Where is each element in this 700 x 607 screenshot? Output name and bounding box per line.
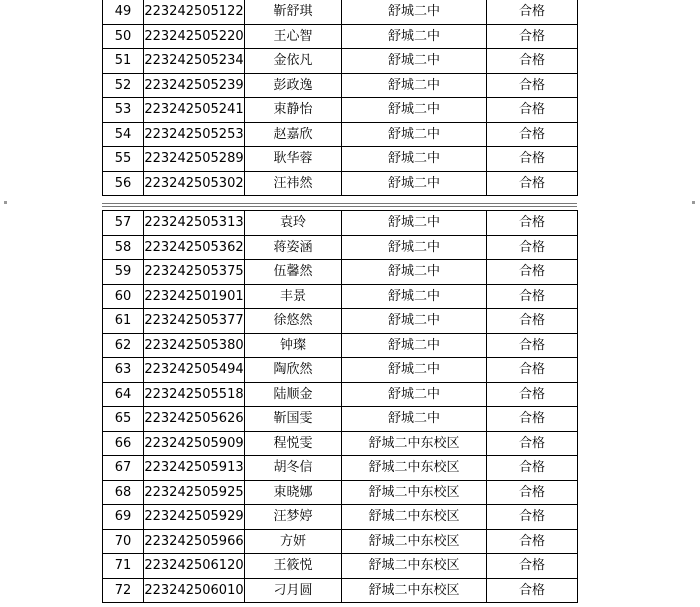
result-cell: 合格	[487, 505, 578, 530]
table-row	[103, 98, 578, 123]
result-cell: 合格	[487, 171, 578, 196]
student-name-cell: 耿华蓉	[245, 147, 342, 172]
result-cell: 合格	[487, 431, 578, 456]
school-name-cell: 舒城二中	[342, 73, 487, 98]
school-name-cell: 舒城二中	[342, 407, 487, 432]
student-name-cell: 汪梦婷	[245, 505, 342, 530]
candidate-id-cell: 223242505362	[144, 235, 245, 260]
result-cell: 合格	[487, 235, 578, 260]
table-row	[103, 171, 578, 196]
result-cell: 合格	[487, 24, 578, 49]
result-cell: 合格	[487, 73, 578, 98]
table-row	[103, 122, 578, 147]
row-number-cell: 56	[103, 171, 144, 196]
candidate-id-cell: 223242501901	[144, 284, 245, 309]
row-number-cell: 49	[103, 0, 144, 24]
table-row	[103, 554, 578, 579]
school-name-cell: 舒城二中	[342, 284, 487, 309]
student-name-cell: 靳舒琪	[245, 0, 342, 24]
result-cell: 合格	[487, 0, 578, 24]
candidate-id-cell: 223242505913	[144, 456, 245, 481]
candidate-id-cell: 223242505239	[144, 73, 245, 98]
row-number-cell: 61	[103, 309, 144, 334]
results-table-top	[102, 0, 578, 196]
table-row	[103, 73, 578, 98]
student-name-cell: 金依凡	[245, 49, 342, 74]
school-name-cell: 舒城二中	[342, 171, 487, 196]
student-name-cell: 赵嘉欣	[245, 122, 342, 147]
school-name-cell: 舒城二中	[342, 122, 487, 147]
page-margin-marker	[4, 201, 7, 204]
candidate-id-cell: 223242505966	[144, 529, 245, 554]
table-row	[103, 578, 578, 603]
student-name-cell: 伍馨然	[245, 260, 342, 285]
school-name-cell: 舒城二中	[342, 309, 487, 334]
candidate-id-cell: 223242505375	[144, 260, 245, 285]
row-number-cell: 55	[103, 147, 144, 172]
school-name-cell: 舒城二中	[342, 382, 487, 407]
row-number-cell: 60	[103, 284, 144, 309]
student-name-cell: 袁玲	[245, 211, 342, 236]
school-name-cell: 舒城二中	[342, 147, 487, 172]
row-number-cell: 68	[103, 480, 144, 505]
candidate-id-cell: 223242505122	[144, 0, 245, 24]
table-row	[103, 358, 578, 383]
school-name-cell: 舒城二中东校区	[342, 554, 487, 579]
candidate-id-cell: 223242505380	[144, 333, 245, 358]
school-name-cell: 舒城二中东校区	[342, 505, 487, 530]
school-name-cell: 舒城二中	[342, 0, 487, 24]
student-name-cell: 彭政逸	[245, 73, 342, 98]
candidate-id-cell: 223242505313	[144, 211, 245, 236]
row-number-cell: 53	[103, 98, 144, 123]
candidate-id-cell: 223242506010	[144, 578, 245, 603]
school-name-cell: 舒城二中东校区	[342, 456, 487, 481]
school-name-cell: 舒城二中	[342, 98, 487, 123]
candidate-id-cell: 223242505909	[144, 431, 245, 456]
table-row	[103, 284, 578, 309]
table-row	[103, 382, 578, 407]
row-number-cell: 57	[103, 211, 144, 236]
row-number-cell: 67	[103, 456, 144, 481]
candidate-id-cell: 223242505289	[144, 147, 245, 172]
candidate-id-cell: 223242505626	[144, 407, 245, 432]
result-cell: 合格	[487, 554, 578, 579]
school-name-cell: 舒城二中	[342, 260, 487, 285]
table-row	[103, 407, 578, 432]
school-name-cell: 舒城二中	[342, 49, 487, 74]
table-section-bottom	[102, 210, 577, 603]
result-cell: 合格	[487, 309, 578, 334]
table-row	[103, 211, 578, 236]
table-row	[103, 431, 578, 456]
result-cell: 合格	[487, 122, 578, 147]
table-section-top	[102, 0, 577, 196]
row-number-cell: 69	[103, 505, 144, 530]
page-margin-marker	[692, 201, 695, 204]
page-break-line	[102, 206, 577, 207]
table-row	[103, 456, 578, 481]
result-cell: 合格	[487, 480, 578, 505]
student-name-cell: 钟璨	[245, 333, 342, 358]
result-cell: 合格	[487, 147, 578, 172]
page-break-line	[102, 203, 577, 204]
school-name-cell: 舒城二中东校区	[342, 480, 487, 505]
student-name-cell: 陶欣然	[245, 358, 342, 383]
result-cell: 合格	[487, 529, 578, 554]
school-name-cell: 舒城二中	[342, 24, 487, 49]
candidate-id-cell: 223242505518	[144, 382, 245, 407]
student-name-cell: 蒋姿涵	[245, 235, 342, 260]
student-name-cell: 陆顺金	[245, 382, 342, 407]
row-number-cell: 59	[103, 260, 144, 285]
candidate-id-cell: 223242505220	[144, 24, 245, 49]
student-name-cell: 汪祎然	[245, 171, 342, 196]
school-name-cell: 舒城二中	[342, 211, 487, 236]
table-row	[103, 333, 578, 358]
row-number-cell: 71	[103, 554, 144, 579]
student-name-cell: 王心智	[245, 24, 342, 49]
table-row	[103, 529, 578, 554]
result-cell: 合格	[487, 260, 578, 285]
table-row	[103, 24, 578, 49]
candidate-id-cell: 223242505234	[144, 49, 245, 74]
row-number-cell: 50	[103, 24, 144, 49]
student-name-cell: 程悦雯	[245, 431, 342, 456]
candidate-id-cell: 223242505241	[144, 98, 245, 123]
candidate-id-cell: 223242505929	[144, 505, 245, 530]
row-number-cell: 66	[103, 431, 144, 456]
student-name-cell: 束静怡	[245, 98, 342, 123]
row-number-cell: 64	[103, 382, 144, 407]
student-name-cell: 徐悠然	[245, 309, 342, 334]
result-cell: 合格	[487, 49, 578, 74]
row-number-cell: 54	[103, 122, 144, 147]
candidate-id-cell: 223242505302	[144, 171, 245, 196]
result-cell: 合格	[487, 284, 578, 309]
student-name-cell: 王筱悦	[245, 554, 342, 579]
results-table-bottom	[102, 210, 578, 603]
table-row	[103, 260, 578, 285]
student-name-cell: 靳国雯	[245, 407, 342, 432]
row-number-cell: 72	[103, 578, 144, 603]
candidate-id-cell: 223242505925	[144, 480, 245, 505]
school-name-cell: 舒城二中	[342, 358, 487, 383]
table-row	[103, 49, 578, 74]
school-name-cell: 舒城二中	[342, 235, 487, 260]
school-name-cell: 舒城二中东校区	[342, 431, 487, 456]
table-row	[103, 147, 578, 172]
result-cell: 合格	[487, 407, 578, 432]
table-row	[103, 505, 578, 530]
candidate-id-cell: 223242506120	[144, 554, 245, 579]
school-name-cell: 舒城二中东校区	[342, 529, 487, 554]
school-name-cell: 舒城二中	[342, 333, 487, 358]
result-cell: 合格	[487, 333, 578, 358]
row-number-cell: 52	[103, 73, 144, 98]
candidate-id-cell: 223242505377	[144, 309, 245, 334]
student-name-cell: 丰景	[245, 284, 342, 309]
row-number-cell: 63	[103, 358, 144, 383]
row-number-cell: 65	[103, 407, 144, 432]
row-number-cell: 70	[103, 529, 144, 554]
table-row	[103, 235, 578, 260]
student-name-cell: 束晓娜	[245, 480, 342, 505]
result-cell: 合格	[487, 98, 578, 123]
table-row	[103, 480, 578, 505]
page-break-separator	[102, 201, 577, 208]
table-row	[103, 309, 578, 334]
student-name-cell: 胡冬信	[245, 456, 342, 481]
row-number-cell: 62	[103, 333, 144, 358]
candidate-id-cell: 223242505494	[144, 358, 245, 383]
result-cell: 合格	[487, 382, 578, 407]
row-number-cell: 58	[103, 235, 144, 260]
result-cell: 合格	[487, 456, 578, 481]
candidate-id-cell: 223242505253	[144, 122, 245, 147]
school-name-cell: 舒城二中东校区	[342, 578, 487, 603]
row-number-cell: 51	[103, 49, 144, 74]
result-cell: 合格	[487, 211, 578, 236]
student-name-cell: 方妍	[245, 529, 342, 554]
result-cell: 合格	[487, 358, 578, 383]
student-name-cell: 刁月圆	[245, 578, 342, 603]
result-cell: 合格	[487, 578, 578, 603]
table-row	[103, 0, 578, 24]
